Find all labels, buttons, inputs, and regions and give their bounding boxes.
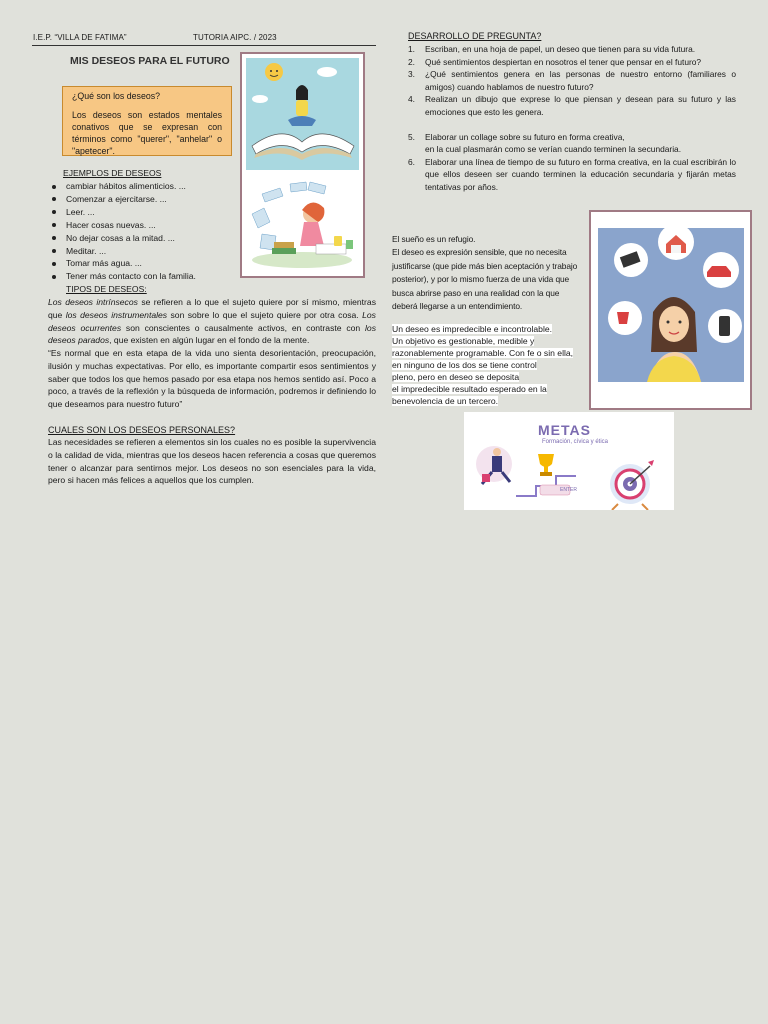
enter-button: ENTER <box>560 487 577 493</box>
personal-heading: CUALES SON LOS DESEOS PERSONALES? <box>48 425 236 435</box>
metas-title: METAS <box>538 422 591 438</box>
list-item: en la cual plasmarán como se verían cuando terminen la secundaria. <box>425 144 682 155</box>
list-item: 6. Elaborar una línea de tiempo de su futuro en forma creativa, en la cual escribirán lo que ellos deseen ser cuando terminen la educación secundaria y fijarán metas tentativas por años. <box>408 156 736 192</box>
wishes-illustration-frame <box>589 210 752 410</box>
dream-paragraph: El sueño es un refugio. El deseo es expresión sensible, que no necesita justificarse (que pide más bien aceptación y trabajo posterior), y por lo mismo fuerza de una vida que busca abrirse paso en una realidad con la que deberá llegarse a un entendimiento. <box>392 234 578 312</box>
types-heading: TIPOS DE DESEOS: <box>66 284 147 294</box>
list-item: Leer. ... <box>66 206 196 219</box>
quote-paragraph: “Es normal que en esta etapa de la vida uno sienta desorientación, preocupación, ilusión y muchas expectativas. Por ello, es importante compartir esos sentimientos y saber que todos los que hemos pasado por esa etapa nos hemos sentido así. Poco a poco, a través de la reflexión y la búsqueda de información, podremos ir definiendo lo que deseamos para nuestro futuro” <box>48 348 376 410</box>
list-item: Meditar. ... <box>66 245 196 258</box>
course-name: TUTORIA AIPC. / 2023 <box>193 33 277 42</box>
metas-subtitle: Formación, cívica y ética <box>542 439 609 445</box>
list-item: 3. ¿Qué sentimientos genera en las personas de nuestro entorno (familiares o amigos) cuando hablamos de nuestro futuro? <box>408 69 736 92</box>
list-item: Tomar más agua. ... <box>66 257 196 270</box>
list-item: 5. Elaborar un collage sobre su futuro en forma creativa, <box>408 131 625 142</box>
list-item: cambiar hábitos alimenticios. ... <box>66 180 196 193</box>
woman-wishes-illustration <box>591 212 750 408</box>
list-item: Hacer cosas nuevas. ... <box>66 219 196 232</box>
wish-paragraph: Un deseo es impredecible e incontrolable. Un objetivo es gestionable, medible y razonablemente programable. Con fe o sin ella, en ninguno de los dos se tiene control pleno, pero en deseo se deposita el impredecible resultado esperado en la benevolencia de un tercero. <box>392 324 574 406</box>
school-name: I.E.P. “VILLA DE FATIMA” <box>33 33 127 42</box>
list-item: 1. Escriban, en una hoja de papel, un deseo que tienen para su vida futura. <box>408 44 696 54</box>
term-standing: los deseos parados <box>48 322 376 346</box>
header-divider <box>32 45 376 46</box>
development-heading: DESARROLLO DE PREGUNTA? <box>408 31 542 41</box>
term-occurrent: Los deseos ocurrentes <box>48 309 376 333</box>
page-title: MIS DESEOS PARA EL FUTURO <box>70 55 230 67</box>
list-item: 2. Qué sentimientos despiertan en nosotros el tener que pensar en el futuro? <box>408 56 702 67</box>
list-item: Comenzar a ejercitarse. ... <box>66 193 196 206</box>
illustration-frame <box>240 52 365 278</box>
examples-heading: EJEMPLOS DE DESEOS <box>63 168 162 178</box>
metas-banner <box>464 412 674 510</box>
definition-question: ¿Qué son los deseos? <box>72 91 161 101</box>
term-instrumental: los deseos instrumentales <box>65 309 168 320</box>
list-item: No dejar cosas a la mitad. ... <box>66 232 196 245</box>
list-item: 4. Realizan un dibujo que exprese lo que piensan y desean para su futuro y las emociones que esto les genera. <box>408 94 736 117</box>
examples-list <box>48 180 196 283</box>
definition-box <box>62 86 232 156</box>
term-intrinsic: Los deseos intrínsecos <box>48 297 138 307</box>
development-list <box>406 43 736 194</box>
reading-girl-illustration <box>242 54 363 276</box>
types-paragraph: Los deseos intrínsecos se refieren a lo que el sujeto quiere por sí mismo, mientras que los deseos instrumentales son sobre lo que el sujeto quiere por otra cosa. Los deseos ocurrentes son conscientes o causalmente activos, en contraste con los deseos parados, que existen en algún lugar en el fondo de la mente. <box>48 297 376 346</box>
list-item: Tener más contacto con la familia. <box>66 271 196 282</box>
goals-illustration <box>464 412 674 510</box>
personal-text: Las necesidades se refieren a elementos sin los cuales no es posible la supervivencia o la calidad de vida, mientras que los deseos hacen referencia a cosas que queremos tener o alcanzar para sentirnos mejor. Los deseos no son esenciales para la vida, pero si hacen más felices a aquellos que los cumplen. <box>48 437 376 486</box>
definition-answer: Los deseos son estados mentales conativos que se expresan con términos como "querer", "anhelar" o "apetecer". <box>72 110 222 156</box>
